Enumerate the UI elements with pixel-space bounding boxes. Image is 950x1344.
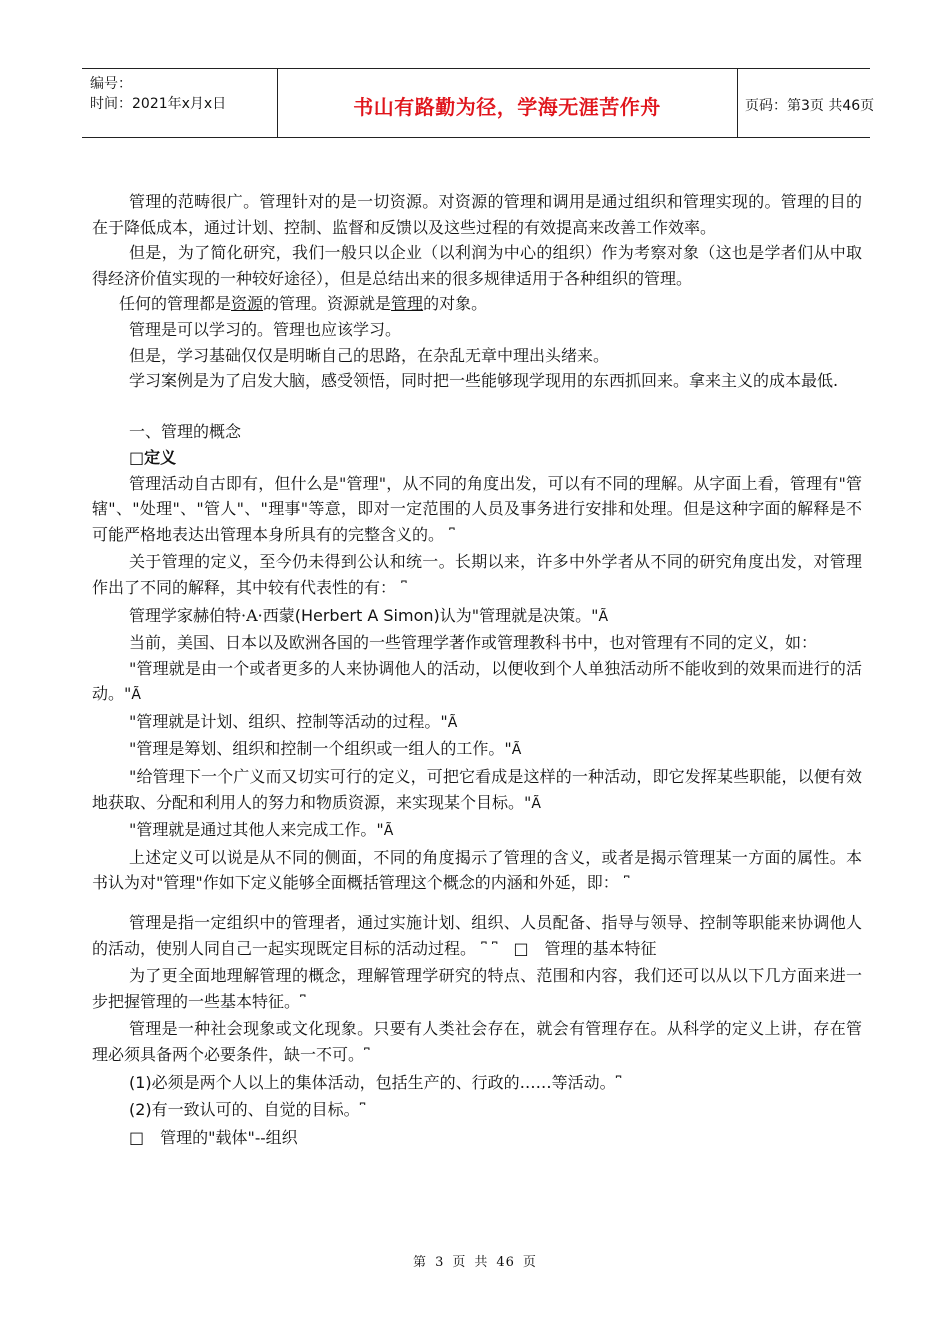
header-page-label: 页码：第3页 共46页 bbox=[745, 98, 875, 114]
section-heading: 一、管理的概念 bbox=[129, 422, 242, 442]
management-link[interactable]: 管理 bbox=[391, 294, 424, 314]
quote-paragraph: "管理就是计划、组织、控制等活动的过程。"Ã bbox=[129, 711, 458, 731]
resource-link[interactable]: 资源 bbox=[231, 294, 264, 314]
paragraph: 关于管理的定义，至今仍未得到公认和统一。长期以来，许多中外学者从不同的研究角度出发，对管理作出了不同的解释，其中较有代表性的有： ⎴ bbox=[92, 552, 862, 597]
subsection-heading: □ 管理的"载体"--组织 bbox=[129, 1127, 298, 1147]
footer-page-number: 3 bbox=[435, 1255, 445, 1270]
footnote-mark: Ã bbox=[447, 714, 458, 731]
paragraph: 管理的范畴很广。管理针对的是一切资源。对资源的管理和调用是通过组织和管理实现的。管理的目的在于降低成本，通过计划、控制、监督和反馈以及这些过程的有效提高来改善工作效率。 bbox=[92, 192, 862, 237]
footnote-mark: Ã bbox=[131, 687, 141, 704]
paragraph: 当前，美国、日本以及欧洲各国的一些管理学著作或管理教科书中，也对管理有不同的定义，如： bbox=[129, 633, 818, 653]
header-right-cell bbox=[737, 69, 875, 137]
page-header bbox=[82, 68, 875, 138]
paragraph: 但是，学习基础仅仅是明晰自己的思路，在杂乱无章中理出头绪来。 bbox=[129, 345, 610, 365]
list-item: (1)必须是两个人以上的集体活动，包括生产的、行政的……等活动。⎴ bbox=[129, 1072, 622, 1092]
bracket-mark: ⎴ bbox=[300, 994, 306, 1011]
footnote-mark: Ã bbox=[531, 795, 541, 812]
paragraph: 学习案例是为了启发大脑，感受领悟，同时把一些能够现学现用的东西抓回来。拿来主义的成本最低. bbox=[129, 371, 839, 391]
bracket-mark: ⎴ bbox=[359, 1103, 366, 1120]
paragraph: 但是，为了简化研究，我们一般只以企业（以利润为中心的组织）作为考察对象（这也是学者们从中取得经济价值实现的一种较好途径），但是总结出来的很多规律适用于各种组织的管理。 bbox=[92, 243, 862, 288]
paragraph: 任何的管理都是资源的管理。资源就是管理的对象。 bbox=[119, 294, 488, 314]
footnote-mark: Ã bbox=[511, 742, 522, 759]
paragraph: 管理是可以学习的。管理也应该学习。 bbox=[129, 319, 402, 339]
paragraph: 上述定义可以说是从不同的侧面，不同的角度揭示了管理的含义，或者是揭示管理某一方面的属性。本书认为对"管理"作如下定义能够全面概括管理这个概念的内涵和外延，即： ⎴ bbox=[92, 847, 862, 893]
footnote-mark: Ã bbox=[383, 823, 394, 840]
bracket-mark: ⎴ bbox=[491, 941, 498, 958]
paragraph: 管理是一种社会现象或文化现象。只要有人类社会存在，就会有管理存在。从科学的定义上讲，存在管理必须具备两个必要条件，缺一不可。⎴ bbox=[92, 1019, 862, 1064]
basic-features-heading: □ 管理的基本特征 bbox=[513, 938, 657, 958]
paragraph: 管理活动自古即有，但什么是"管理"，从不同的角度出发，可以有不同的理解。从字面上看，管理有"管辖"、"处理"、"管人"、"理事"等意，即对一定范围的人员及事务进行安排和处理。但是这种字面的解释是不可能严格地表达出管理本身所具有的完整含义的。 ⎴ bbox=[92, 473, 862, 544]
quote-paragraph: "给管理下一个广义而又切实可行的定义，可把它看成是这样的一种活动，即它发挥某些职能，以便有效地获取、分配和利用人的努力和物质资源，来实现某个目标。"Ã bbox=[92, 767, 862, 812]
footnote-mark: Ã bbox=[598, 608, 609, 625]
bracket-mark: ⎴ bbox=[364, 1048, 370, 1064]
quote-paragraph: "管理是筹划、组织和控制一个组织或一组人的工作。"Ã bbox=[129, 739, 522, 759]
paragraph: 为了更全面地理解管理的概念，理解管理学研究的特点、范围和内容，我们还可以从以下几方面来进一步把握管理的一些基本特征。⎴ bbox=[92, 966, 862, 1011]
bracket-mark: ⎴ bbox=[623, 876, 630, 893]
document-number-label: 编号： bbox=[90, 76, 132, 92]
bracket-mark: ⎴ bbox=[615, 1075, 622, 1092]
paragraph: 管理是指一定组织中的管理者，通过实施计划、组织、人员配备、指导与领导、控制等职能来协调他人的活动，使别人同自己一起实现既定目标的活动过程。 ⎴ ⎴ □ 管理的基本特征 bbox=[92, 913, 862, 958]
definition-heading: □定义 bbox=[129, 447, 177, 467]
document-time-label: 时间：2021年x月x日 bbox=[90, 96, 227, 112]
list-item: (2)有一致认可的、自觉的目标。⎴ bbox=[129, 1100, 366, 1120]
document-body bbox=[92, 189, 862, 1150]
bracket-mark: ⎴ bbox=[481, 941, 487, 958]
bracket-mark: ⎴ bbox=[449, 527, 455, 544]
header-middle-cell bbox=[277, 69, 738, 137]
quote-paragraph: "管理就是通过其他人来完成工作。"Ã bbox=[129, 820, 394, 840]
quote-paragraph: "管理就是由一个或者更多的人来协调他人的活动，以便收到个人单独活动所不能收到的效果而进行的活动。"Ã bbox=[92, 658, 862, 704]
header-left-cell bbox=[82, 69, 278, 137]
page-footer: 第 3 页 共 46 页 bbox=[413, 1255, 537, 1270]
header-motto: 书山有路勤为径，学海无涯苦作舟 bbox=[353, 95, 661, 119]
paragraph: 管理学家赫伯特·A·西蒙(Herbert A Simon)认为"管理就是决策。"Ã bbox=[129, 605, 609, 625]
bracket-mark: ⎴ bbox=[401, 580, 407, 597]
footer-total-pages: 46 bbox=[496, 1255, 515, 1270]
